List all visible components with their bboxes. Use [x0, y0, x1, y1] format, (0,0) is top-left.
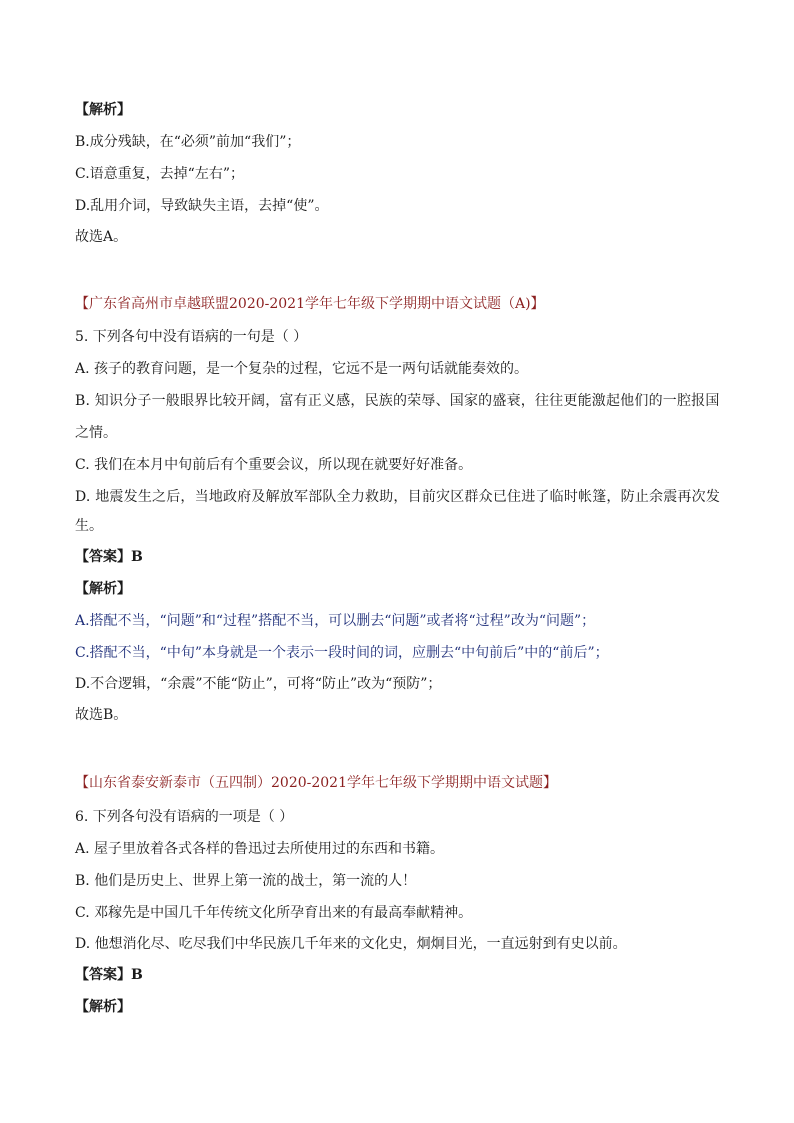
q5-option-b-cont: 之情。 [75, 425, 117, 441]
q5-source-heading: 【广东省高州市卓越联盟2020-2021学年七年级下学期期中语文试题（A)】 [75, 296, 545, 312]
q6-option-d: D. 他想消化尽、吃尽我们中华民族几千年来的文化史，炯炯目光，一直远射到有史以前。 [75, 936, 627, 952]
q5-option-a: A. 孩子的教育问题，是一个复杂的过程，它远不是一两句话就能奏效的。 [75, 361, 529, 377]
analysis-line: C.语意重复，去掉“左右”； [75, 166, 244, 182]
q5-option-c: C. 我们在本月中旬前后有个重要会议，所以现在就要好好准备。 [75, 457, 473, 473]
analysis-line: B.成分残缺，在“必须”前加“我们”； [75, 134, 301, 150]
q5-analysis-line: A.搭配不当，“问题”和“过程”搭配不当，可以删去“问题”或者将“过程”改为“问题”； [75, 613, 596, 629]
q5-conclusion: 故选B。 [75, 707, 128, 723]
q6-option-b: B. 他们是历史上、世界上第一流的战士，第一流的人！ [75, 873, 417, 889]
q5-analysis-line: C.搭配不当，“中旬”本身就是一个表示一段时间的词，应删去“中旬前后”中的“前后”； [75, 645, 609, 661]
q5-stem: 5. 下列各句中没有语病的一句是（ ） [75, 329, 308, 345]
q6-option-c: C. 邓稼先是中国几千年传统文化所孕育出来的有最高奉献精神。 [75, 905, 473, 921]
q6-option-a: A. 屋子里放着各式各样的鲁迅过去所使用过的东西和书籍。 [75, 841, 445, 857]
q5-option-b: B. 知识分子一般眼界比较开阔，富有正义感，民族的荣辱、国家的盛衰，往往更能激起他们的一腔报国 [75, 393, 720, 409]
q5-answer: 【答案】B [75, 549, 143, 565]
q6-stem: 6. 下列各句没有语病的一项是（ ） [75, 809, 294, 825]
q6-analysis-label: 【解析】 [75, 999, 131, 1015]
q5-option-d: D. 地震发生之后，当地政府及解放军部队全力救助，目前灾区群众已住进了临时帐篷，防止余震再次发 [75, 489, 721, 505]
q6-source-heading: 【山东省泰安新泰市（五四制）2020-2021学年七年级下学期期中语文试题】 [75, 775, 557, 791]
q6-answer: 【答案】B [75, 967, 143, 983]
q5-analysis-label: 【解析】 [75, 581, 131, 597]
q5-option-d-cont: 生。 [75, 518, 103, 534]
q5-analysis-line: D.不合逻辑，“余震”不能“防止”，可将“防止”改为“预防”； [75, 676, 442, 692]
analysis-label: 【解析】 [75, 102, 131, 118]
conclusion-line: 故选A。 [75, 229, 128, 245]
analysis-line: D.乱用介词，导致缺失主语，去掉“使”。 [75, 198, 329, 214]
